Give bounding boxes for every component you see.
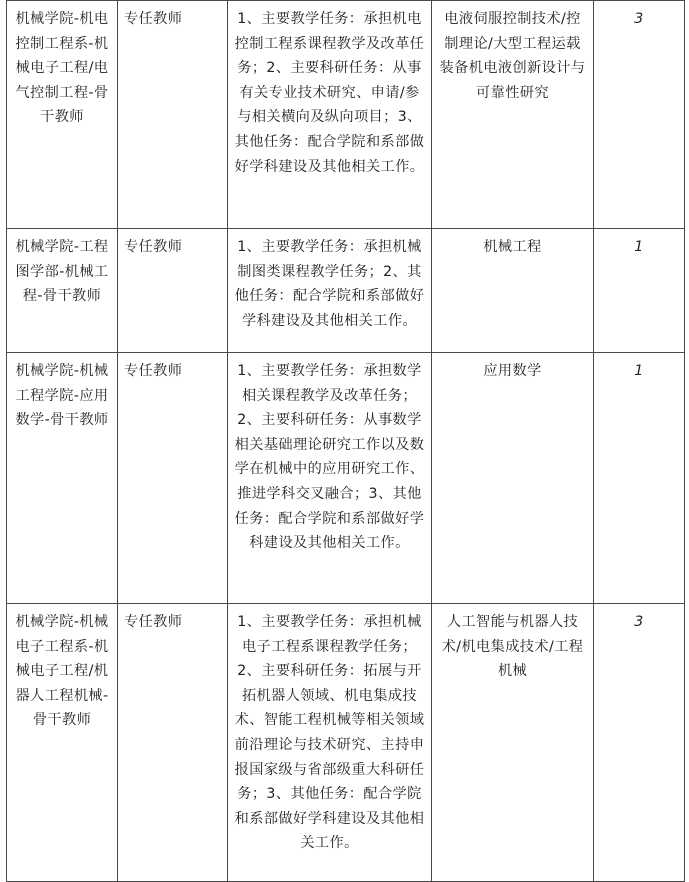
table-row	[7, 353, 685, 604]
headcount-cell: 3	[594, 604, 685, 882]
recruitment-table	[6, 0, 685, 882]
post-type-cell: 专任教师	[118, 1, 228, 229]
headcount-cell: 3	[594, 1, 685, 229]
table-row	[7, 229, 685, 353]
major-cell: 电液伺服控制技术/控制理论/大型工程运载装备机电液创新设计与可靠性研究	[432, 1, 594, 229]
duties-cell: 1、主要教学任务：承担数学相关课程教学及改革任务；2、主要科研任务：从事数学相关基础理论研究工作以及数学在机械中的应用研究工作、推进学科交叉融合；3、其他任务：配合学院和系部做好学科建设及其他相关工作。	[228, 353, 432, 604]
table-row	[7, 1, 685, 229]
duties-cell: 1、主要教学任务：承担机械制图类课程教学任务；2、其他任务：配合学院和系部做好学科建设及其他相关工作。	[228, 229, 432, 353]
headcount-cell: 1	[594, 353, 685, 604]
major-cell: 机械工程	[432, 229, 594, 353]
post-type-cell: 专任教师	[118, 604, 228, 882]
duties-cell: 1、主要教学任务：承担机电控制工程系课程教学及改革任务；2、主要科研任务：从事有关专业技术研究、申请/参与相关横向及纵向项目；3、其他任务：配合学院和系部做好学科建设及其他相关工作。	[228, 1, 432, 229]
headcount-cell: 1	[594, 229, 685, 353]
position-cell: 机械学院-机电控制工程系-机械电子工程/电气控制工程-骨干教师	[7, 1, 118, 229]
post-type-cell: 专任教师	[118, 353, 228, 604]
position-cell: 机械学院-机械电子工程系-机械电子工程/机器人工程机械-骨干教师	[7, 604, 118, 882]
duties-cell: 1、主要教学任务：承担机械电子工程系课程教学任务；2、主要科研任务：拓展与开拓机器人领域、机电集成技术、智能工程机械等相关领域前沿理论与技术研究、主持申报国家级与省部级重大科研任务；3、其他任务：配合学院和系部做好学科建设及其他相关工作。	[228, 604, 432, 882]
table-row	[7, 604, 685, 882]
post-type-cell: 专任教师	[118, 229, 228, 353]
position-cell: 机械学院-工程图学部-机械工程-骨干教师	[7, 229, 118, 353]
major-cell: 人工智能与机器人技术/机电集成技术/工程机械	[432, 604, 594, 882]
major-cell: 应用数学	[432, 353, 594, 604]
position-cell: 机械学院-机械工程学院-应用数学-骨干教师	[7, 353, 118, 604]
